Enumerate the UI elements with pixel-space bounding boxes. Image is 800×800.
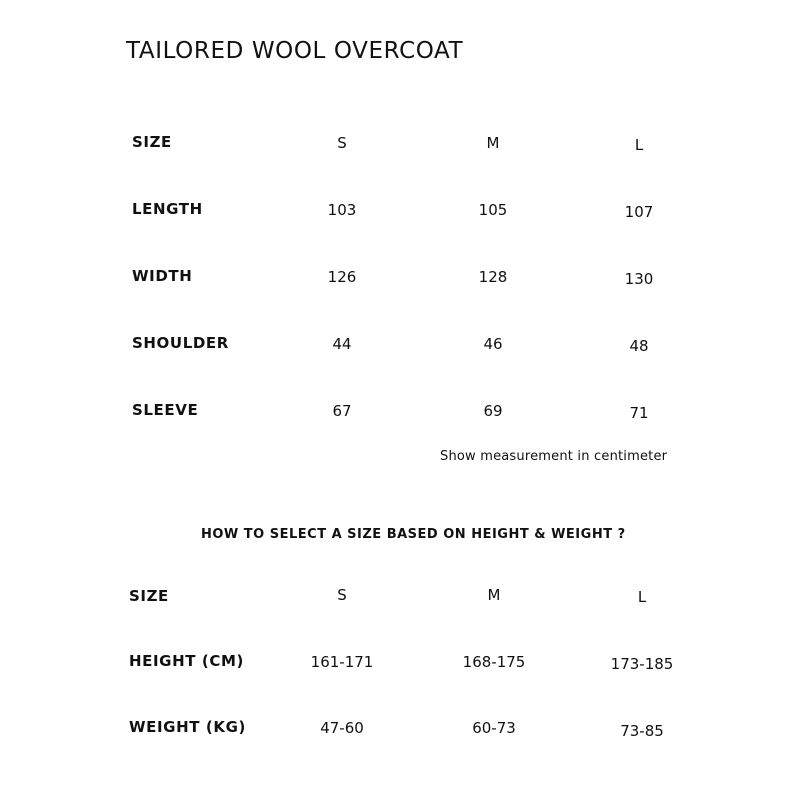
cell-value: 44	[332, 335, 352, 353]
row-label: SLEEVE	[132, 401, 199, 419]
size-guide-heading: HOW TO SELECT A SIZE BASED ON HEIGHT & WEIGHT ?	[201, 527, 626, 542]
cell-value: 46	[483, 335, 503, 353]
cell-value: L	[634, 136, 644, 154]
cell-value: 168-175	[462, 653, 526, 671]
row-label: SIZE	[132, 133, 172, 151]
cell-value: 105	[478, 201, 508, 219]
cell-value: L	[637, 588, 647, 606]
cell-value: M	[487, 586, 501, 604]
cell-value: 107	[624, 203, 654, 221]
row-label: WIDTH	[132, 267, 193, 285]
row-label: LENGTH	[132, 200, 203, 218]
cell-value: 60-73	[472, 719, 516, 737]
cell-value: 126	[327, 268, 357, 286]
cell-value: 48	[629, 337, 649, 355]
page-title: TAILORED WOOL OVERCOAT	[126, 38, 464, 64]
row-label: SHOULDER	[132, 334, 229, 352]
cell-value: 47-60	[320, 719, 364, 737]
row-label: HEIGHT (CM)	[129, 652, 244, 670]
cell-value: 173-185	[610, 655, 674, 673]
cell-value: 71	[629, 404, 649, 422]
cell-value: 67	[332, 402, 352, 420]
cell-value: 130	[624, 270, 654, 288]
cell-value: S	[337, 134, 347, 152]
row-label: SIZE	[129, 587, 169, 605]
cell-value: 128	[478, 268, 508, 286]
unit-note: Show measurement in centimeter	[440, 449, 668, 464]
row-label: WEIGHT (KG)	[129, 718, 246, 736]
cell-value: 73-85	[620, 722, 664, 740]
cell-value: 69	[483, 402, 503, 420]
cell-value: S	[337, 586, 347, 604]
cell-value: 161-171	[310, 653, 374, 671]
cell-value: M	[486, 134, 500, 152]
cell-value: 103	[327, 201, 357, 219]
